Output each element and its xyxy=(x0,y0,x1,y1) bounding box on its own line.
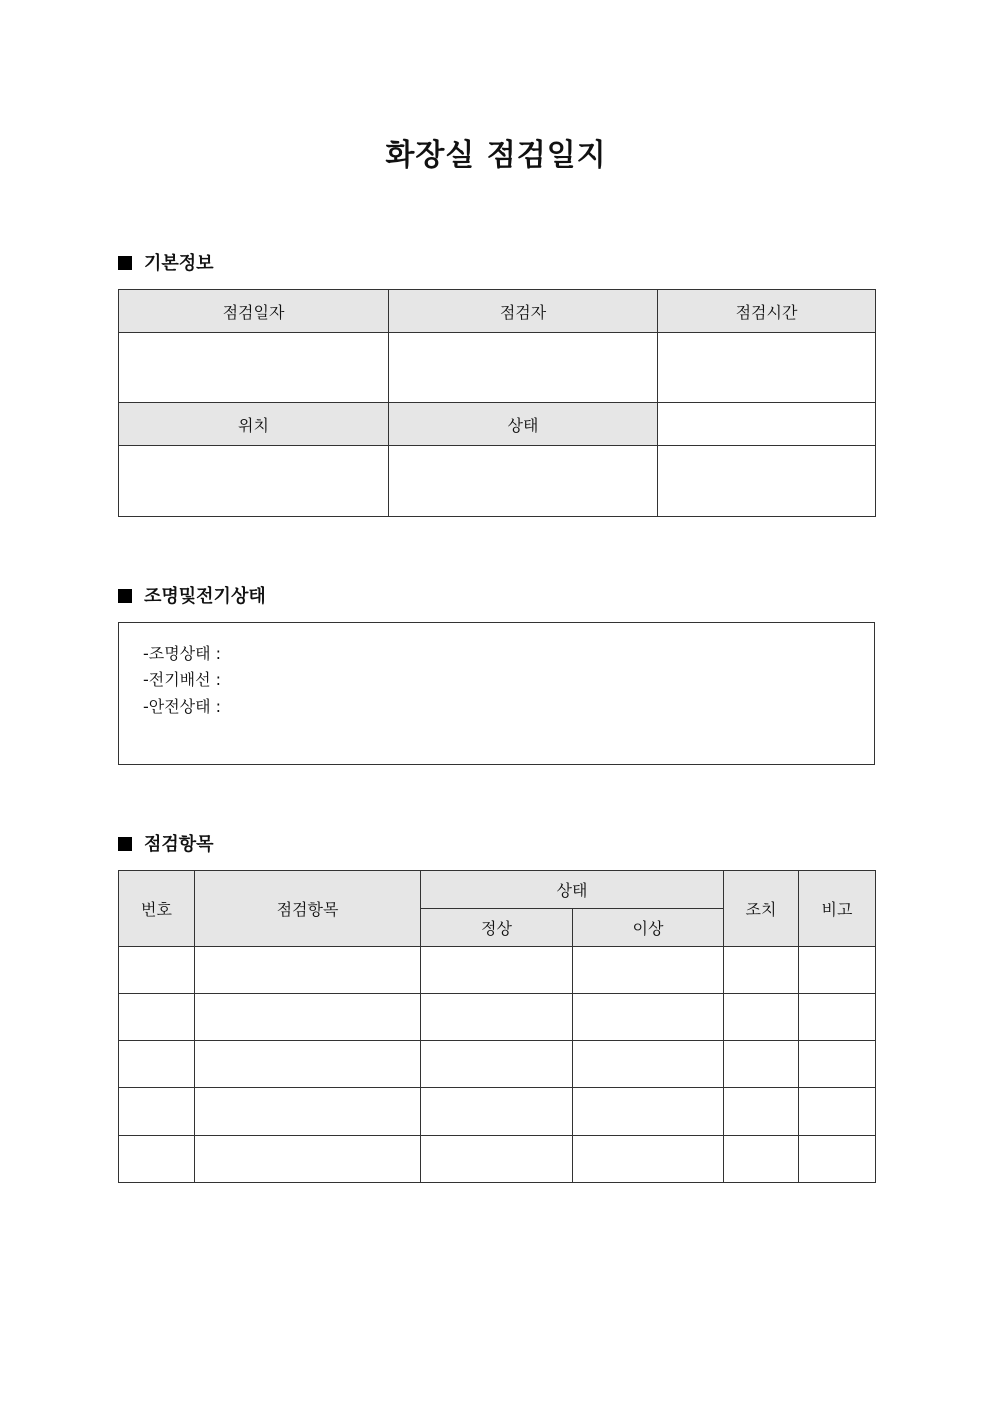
header-status: 상태 xyxy=(421,871,724,909)
cell-number[interactable] xyxy=(119,994,195,1041)
cell-normal[interactable] xyxy=(421,994,573,1041)
header-action: 조치 xyxy=(724,871,799,947)
cell-abnormal[interactable] xyxy=(573,994,724,1041)
square-bullet-icon xyxy=(118,837,132,851)
cell-item[interactable] xyxy=(195,1136,421,1183)
table-row xyxy=(119,947,876,994)
table-row xyxy=(119,1041,876,1088)
cell-remarks[interactable] xyxy=(799,1041,876,1088)
cell-blank[interactable] xyxy=(658,446,876,517)
section-heading: 기본정보 xyxy=(144,253,214,274)
cell-number[interactable] xyxy=(119,1088,195,1136)
cell-number[interactable] xyxy=(119,1041,195,1088)
basic-info-table xyxy=(118,289,876,517)
inspection-table xyxy=(118,870,876,1183)
header-abnormal: 이상 xyxy=(573,909,724,947)
header-inspection-date: 점검일자 xyxy=(119,290,389,333)
cell-abnormal[interactable] xyxy=(573,1136,724,1183)
table-row xyxy=(119,994,876,1041)
note-safety-status: -안전상태 : xyxy=(143,697,222,716)
cell-number[interactable] xyxy=(119,1136,195,1183)
cell-remarks[interactable] xyxy=(799,1088,876,1136)
cell-normal[interactable] xyxy=(421,947,573,994)
cell-normal[interactable] xyxy=(421,1041,573,1088)
section-title-inspection-items xyxy=(118,833,214,857)
cell-inspection-date[interactable] xyxy=(119,333,389,403)
cell-action[interactable] xyxy=(724,994,799,1041)
cell-remarks[interactable] xyxy=(799,994,876,1041)
cell-action[interactable] xyxy=(724,1136,799,1183)
header-inspection-item: 점검항목 xyxy=(195,871,421,947)
note-lighting-status: -조명상태 : xyxy=(143,644,222,663)
section-title-lighting xyxy=(118,585,266,609)
header-location: 위치 xyxy=(119,403,389,446)
cell-action[interactable] xyxy=(724,947,799,994)
header-inspection-time: 점검시간 xyxy=(658,290,876,333)
note-electrical-wiring: -전기배선 : xyxy=(143,670,222,689)
header-number: 번호 xyxy=(119,871,195,947)
cell-abnormal[interactable] xyxy=(573,1041,724,1088)
page-title: 화장실 점검일지 xyxy=(385,138,607,173)
section-heading: 점검항목 xyxy=(144,834,214,855)
cell-inspector[interactable] xyxy=(389,333,658,403)
header-status: 상태 xyxy=(389,403,658,446)
cell-item[interactable] xyxy=(195,1041,421,1088)
cell-remarks[interactable] xyxy=(799,1136,876,1183)
cell-abnormal[interactable] xyxy=(573,1088,724,1136)
table-row xyxy=(119,1136,876,1183)
lighting-notes-box[interactable] xyxy=(118,622,875,765)
cell-status[interactable] xyxy=(389,446,658,517)
header-remarks: 비고 xyxy=(799,871,876,947)
square-bullet-icon xyxy=(118,589,132,603)
cell-item[interactable] xyxy=(195,994,421,1041)
cell-normal[interactable] xyxy=(421,1088,573,1136)
cell-item[interactable] xyxy=(195,1088,421,1136)
cell-abnormal[interactable] xyxy=(573,947,724,994)
header-normal: 정상 xyxy=(421,909,573,947)
header-inspector: 점검자 xyxy=(389,290,658,333)
cell-item[interactable] xyxy=(195,947,421,994)
cell-action[interactable] xyxy=(724,1041,799,1088)
cell-remarks[interactable] xyxy=(799,947,876,994)
cell-normal[interactable] xyxy=(421,1136,573,1183)
square-bullet-icon xyxy=(118,256,132,270)
cell-blank[interactable] xyxy=(658,403,876,446)
section-title-basic-info xyxy=(118,252,214,276)
table-row xyxy=(119,1088,876,1136)
cell-inspection-time[interactable] xyxy=(658,333,876,403)
section-heading: 조명및전기상태 xyxy=(144,586,266,607)
cell-action[interactable] xyxy=(724,1088,799,1136)
cell-number[interactable] xyxy=(119,947,195,994)
cell-location[interactable] xyxy=(119,446,389,517)
